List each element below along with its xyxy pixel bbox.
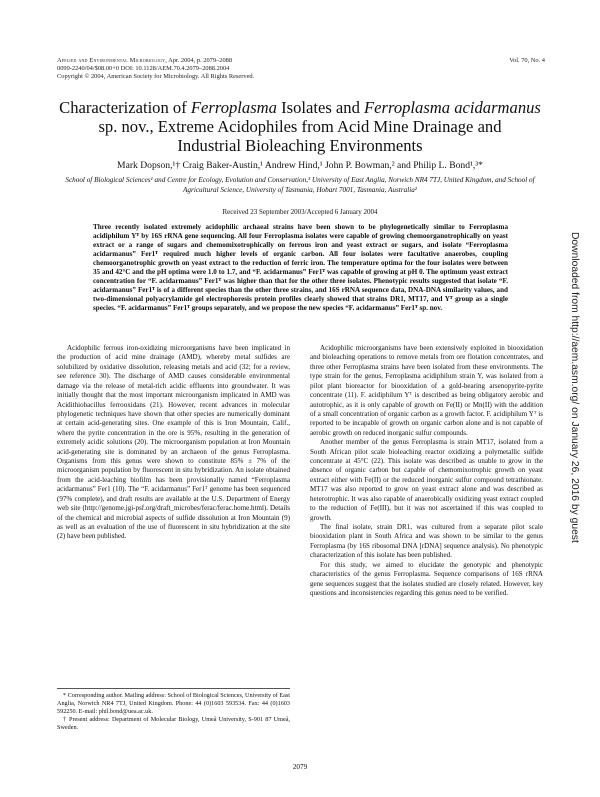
- journal-citation: [57, 57, 545, 65]
- body-paragraph: The final isolate, strain DR1, was cultured from a separate pilot scale biooxidation plant in South Africa and was shown to be similar to the genus Ferroplasma (by 16S ribosomal DNA [rDNA] sequence analysis). No phenotypic characterization of this isolate has been published.: [310, 523, 543, 560]
- title-line-3: Industrial Bioleaching Environments: [177, 136, 423, 155]
- body-paragraph: For this study, we aimed to elucidate the genotypic and phenotypic characteristics of the genus Ferroplasma. Sequence comparisons of 16S rRNA gene sequences suggest that the isolates studied are closely related. However, key questions and inconsistencies regarding this genus need to be verified.: [310, 560, 543, 597]
- download-watermark: Downloaded from http://aem.asm.org/ on January 26, 2016 by guest: [569, 232, 580, 543]
- abstract: Three recently isolated extremely acidophilic archaeal strains have been shown to be phylogenetically similar to Ferroplasma acidiphilum Yᵀ by 16S rRNA gene sequencing. All four Ferroplasma isolates were capable of growing chemoorganotrophically on yeast extract or a range of sugars and chemomixotrophically on ferrous iron and yeast extract or sugars, and isolate “Ferroplasma acidarmanus” Fer1ᵀ required much higher levels of organic carbon. All four isolates were facultative anaerobes, coupling chemoorganotrophic growth on yeast extract to the reduction of ferric iron. The temperature optima for the four isolates were between 35 and 42°C and the pH optima were 1.0 to 1.7, and “F. acidarmanus” Fer1ᵀ was capable of growing at pH 0. The optimum yeast extract concentration for “F. acidarmanus” Fer1ᵀ was higher than that for the other three isolates. Phenotypic results suggested that isolate “F. acidarmanus” Fer1ᵀ is of a different species than the other three strains, and 16S rRNA sequence data, DNA-DNA similarity values, and two-dimensional polyacrylamide gel electrophoresis protein profiles clearly showed that strains DR1, MT17, and Yᵀ group as a single species. “F. acidarmanus” Fer1ᵀ groups separately, and we propose the new species “F. acidarmanus” Fer1ᵀ sp. nov.: [93, 223, 508, 312]
- footnote-present-address: † Present address: Department of Molecular Biology, Umeå University, S-901 87 Umeå, Sweden.: [57, 715, 290, 731]
- running-header: [57, 57, 545, 82]
- footnote-corresponding-author: * Corresponding author. Mailing address: School of Biological Sciences, University of East Anglia, Norwich NR4 7TJ, United Kingdom. Phone: 44 (0)1603 593534. Fax: 44 (0)1603 592250. E-mail: phil.bond@uea.ac.uk.: [57, 692, 291, 715]
- issue-pages: , Apr. 2004, p. 2079–2088: [165, 57, 233, 64]
- body-paragraph: Acidophilic microorganisms have been extensively exploited in biooxidation and bioleaching operations to remove metals from ore flotation concentrates, and three other Ferroplasma strains have been isolated from these environments. The type strain for the genus, Ferroplasma acidiphilum strain Y, was isolated from a pilot plant bioreactor for biooxidation of a gold-bearing arsenopyrite-pyrite concentrate (11). F. acidiphilum Yᵀ is described as being obligatory aerobic and autotrophic, as it is only capable of growth on Fe(II) or Mn(II) with the addition of a small concentration of organic carbon as a growth factor. F. acidiphilum Yᵀ is reported to be incapable of growth on organic carbon alone and is not capable of aerobic growth on reduced inorganic sulfur compounds.: [310, 344, 543, 437]
- copyright: Copyright © 2004, American Society for Microbiology. All Rights Reserved.: [57, 73, 255, 81]
- article-title: [50, 98, 550, 155]
- page-number: 2079: [292, 763, 308, 771]
- author-list: Mark Dopson,¹† Craig Baker-Austin,¹ Andrew Hind,¹ John P. Bowman,² and Philip L. Bond¹,³*: [117, 160, 483, 171]
- body-paragraph: Acidophilic ferrous iron-oxidizing microorganisms have been implicated in the production of acid mine drainage (AMD), whereby metal sulfides are solubilized by oxidative dissolution, releasing metals and acid (32; for a review, see reference 30). The discharge of AMD causes considerable environmental damage via the release of metal-rich acidic effluents into groundwater. It was initially thought that the most important microorganism implicated in AMD was Acidithiobacillus ferrooxidans (21). However, recent advances in molecular phylogenetic techniques have shown that other species are numerically dominant at certain acid-generating sites. One example of this is Iron Mountain, Calif., where the pyrite concentration in the ore is 95%, resulting in the generation of extremely acidic solutions (20). The microorganism population at Iron Mountain acid-generating site is dominated by an archaeon of the genus Ferroplasma. Organisms from this genus were shown to constitute 85% ± 7% of the microorganism population by fluorescent in situ hybridization. An isolate obtained from the acid-leaching biofilm has been provisionally named “Ferroplasma acidarmanus” Fer1 (10). The “F. acidarmanus” Fer1ᵀ genome has been sequenced (97% complete), and draft results are available at the U.S. Department of Energy web site (http://genome.jgi-psf.org/draft_microbes/ferac/ferac.home.html). Details of the chemical and microbial aspects of sulfide dissolution at Iron Mountain (9) as well as an evaluation of the use of fluorescent in situ hybridization at the site (2) have been published.: [57, 344, 290, 541]
- footnotes: [57, 688, 290, 732]
- issn-doi: 0099-2240/04/$08.00+0 DOI: 10.1128/AEM.70.4.2079–2088.2004: [57, 65, 230, 73]
- received-dates: Received 23 September 2003/Accepted 6 January 2004: [222, 208, 378, 216]
- body-column-right: [310, 344, 543, 598]
- body-column-left: [57, 344, 290, 542]
- affiliations: School of Biological Sciences¹ and Centre for Ecology, Evolution and Conservation,³ University of East Anglia, Norwich NR4 7TJ, United Kingdom, and School of Agricultural Science, University of Tasmania, Hobart 7001, Tasmania, Australia²: [65, 176, 535, 194]
- title-line-2: sp. nov., Extreme Acidophiles from Acid Mine Drainage and: [98, 117, 502, 136]
- journal-name: Applied and Environmental Microbiology: [57, 57, 166, 64]
- volume-issue: Vol. 70, No. 4: [509, 57, 545, 64]
- header-left: [57, 57, 545, 82]
- title-line-1: Characterization of Ferroplasma Isolates and Ferroplasma acidarmanus: [59, 98, 541, 117]
- body-paragraph: Another member of the genus Ferroplasma is strain MT17, isolated from a South African pilot scale bioleaching reactor oxidizing a polymetallic sulfide concentrate at 45°C (22). This isolate was described as unable to grow in the absence of organic carbon but capable of chemomixotrophic growth on yeast extract either with Fe(II) or the reduced inorganic sulfur compound tetrathionate. MT17 was also reported to grow on yeast extract alone and was described as heterotrophic. It was also capable of anaerobically oxidizing yeast extract coupled to the reduction of Fe(III), but it was not ascertained if this was coupled to growth.: [310, 438, 543, 522]
